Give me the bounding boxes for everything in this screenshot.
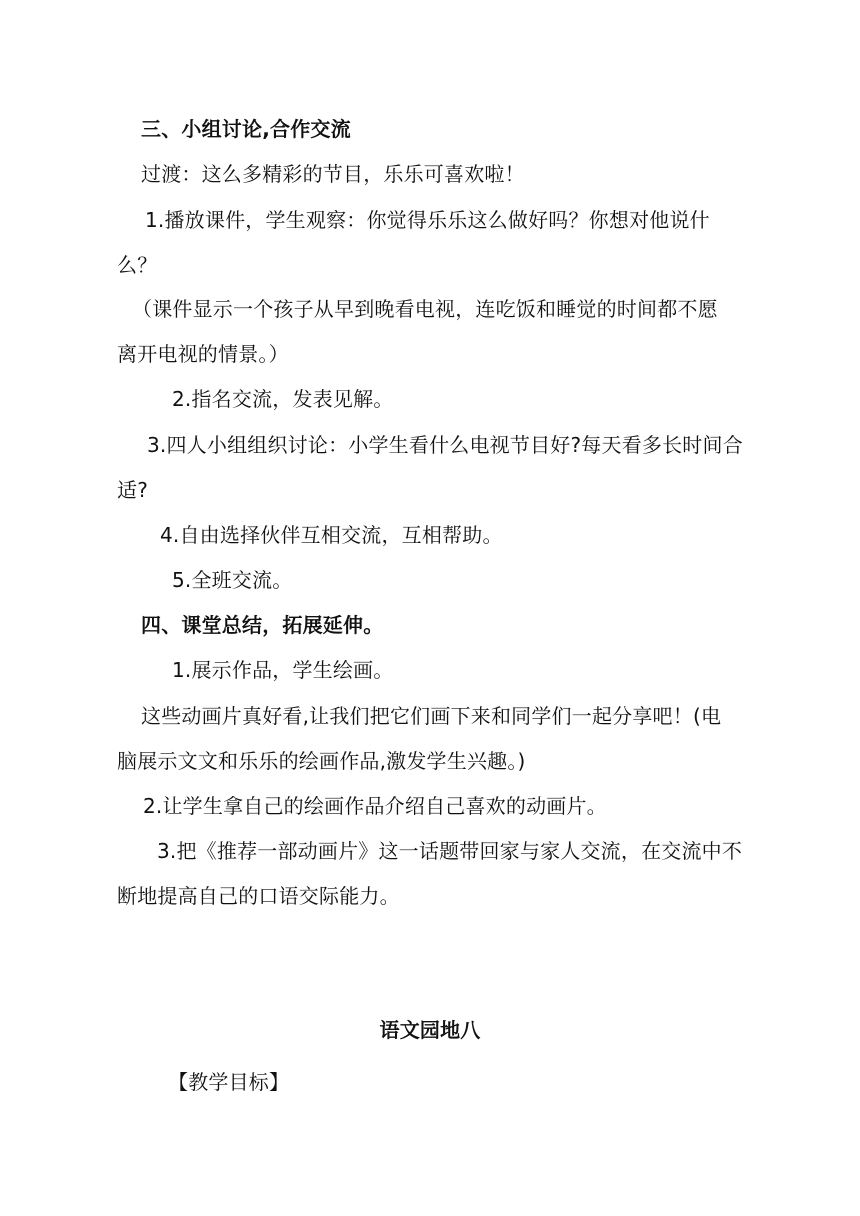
- step-3-line-1: 3.四人小组组织讨论：小学生看什么电视节目好?每天看多长时间合: [147, 433, 743, 457]
- summary-paragraph-line-2: 脑展示文文和乐乐的绘画作品,激发学生兴趣。): [117, 749, 526, 773]
- summary-step-3-line-1: 3.把《推荐一部动画片》这一话题带回家与家人交流，在交流中不: [157, 839, 743, 863]
- summary-step-2: 2.让学生拿自己的绘画作品介绍自己喜欢的动画片。: [143, 794, 607, 818]
- next-section-subheading: 【教学目标】: [168, 1070, 290, 1094]
- step-2: 2.指名交流，发表见解。: [172, 387, 394, 411]
- section-heading-3: 三、小组讨论,合作交流: [141, 117, 351, 141]
- transition-text: 过渡：这么多精彩的节目，乐乐可喜欢啦！: [141, 162, 525, 186]
- summary-paragraph-line-1: 这些动画片真好看,让我们把它们画下来和同学们一起分享吧！(电: [141, 704, 722, 728]
- summary-step-1: 1.展示作品，学生绘画。: [172, 658, 394, 682]
- courseware-note-line-1: （课件显示一个孩子从早到晚看电视，连吃饭和睡觉的时间都不愿: [132, 297, 718, 321]
- step-4: 4.自由选择伙伴互相交流，互相帮助。: [160, 523, 503, 547]
- step-1-line-2: 么？: [117, 253, 158, 277]
- next-section-title: 语文园地八: [379, 1018, 481, 1042]
- step-3-line-2: 适?: [117, 478, 149, 502]
- step-1-line-1: 1.播放课件，学生观察：你觉得乐乐这么做好吗？你想对他说什: [145, 208, 710, 232]
- courseware-note-line-2: 离开电视的情景。）: [117, 342, 289, 366]
- section-heading-4: 四、课堂总结，拓展延伸。: [141, 613, 384, 637]
- summary-step-3-line-2: 断地提高自己的口语交际能力。: [117, 884, 400, 908]
- step-5: 5.全班交流。: [172, 568, 293, 592]
